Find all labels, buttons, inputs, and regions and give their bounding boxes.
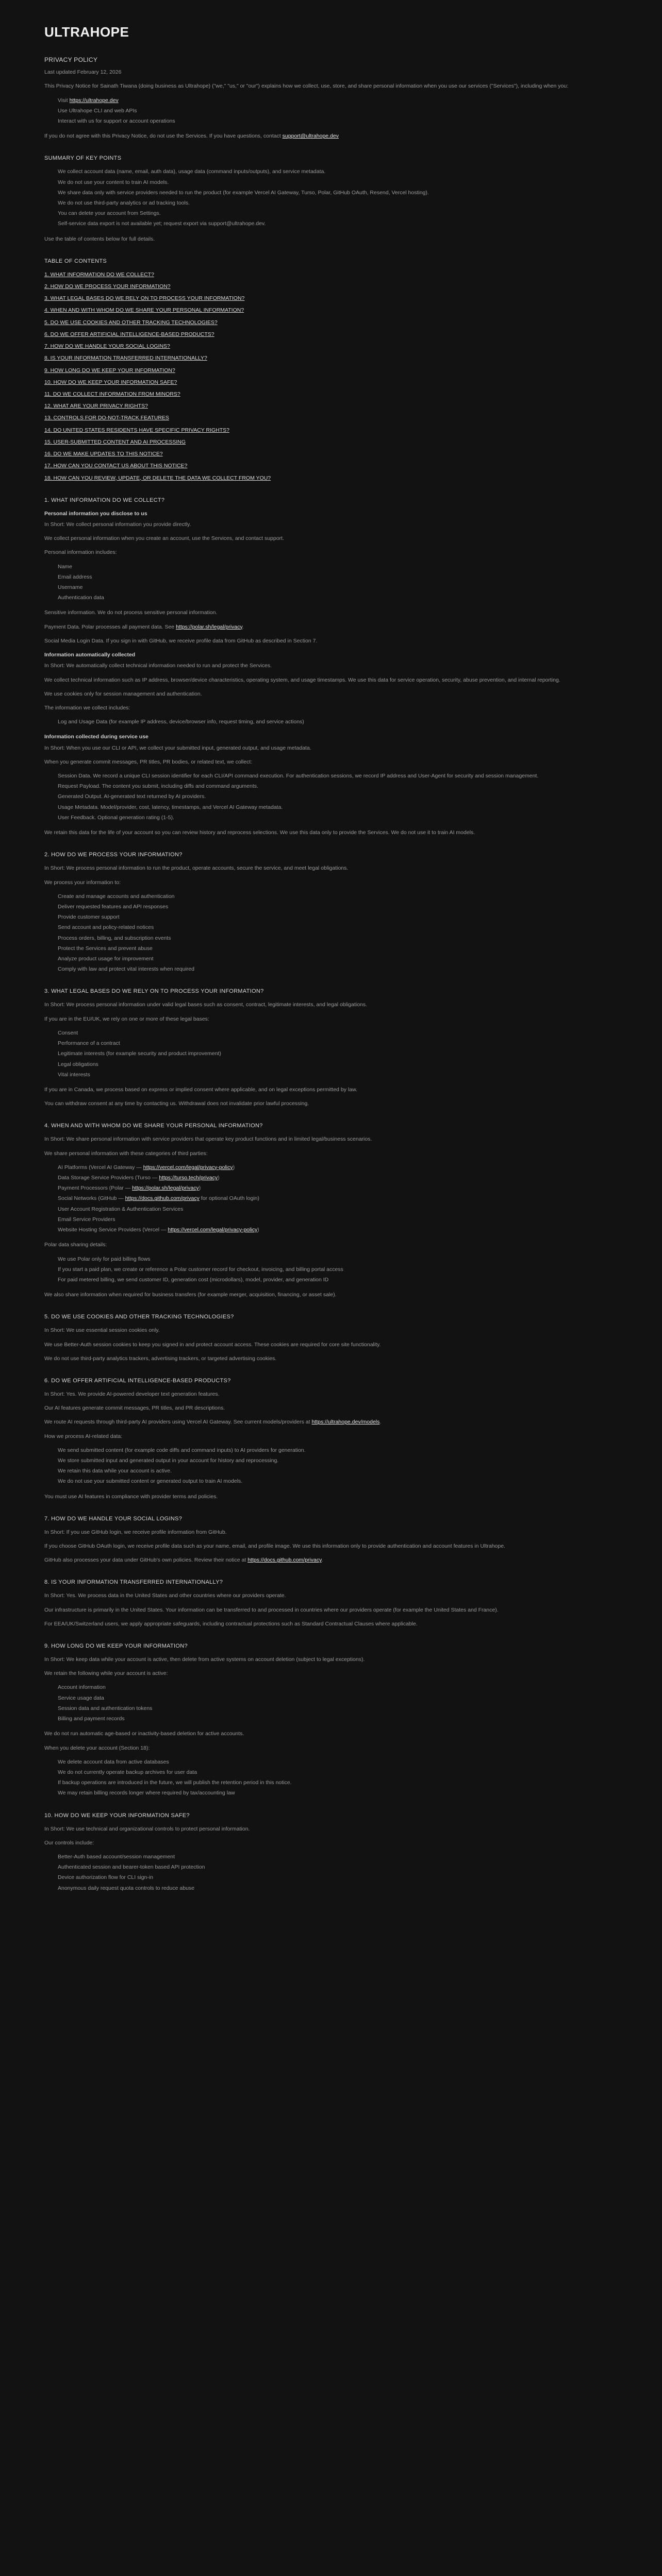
list-item: Legitimate interests (for example security and product improvement): [58, 1050, 221, 1057]
intro-item-cli: Use Ultrahope CLI and web APIs: [58, 107, 137, 114]
section-title: 2. HOW DO WE PROCESS YOUR INFORMATION?: [44, 852, 183, 858]
list-item: Process orders, billing, and subscription events: [58, 935, 171, 941]
paragraph: GitHub also processes your data under GitHub's own policies. Review their notice at https://docs.github.com/privacy.: [44, 1557, 323, 1564]
turso-privacy-link[interactable]: https://turso.tech/privacy: [159, 1174, 218, 1181]
vercel-privacy-link[interactable]: https://vercel.com/legal/privacy-policy: [143, 1164, 233, 1171]
list-item: Comply with law and protect vital interests when required: [58, 966, 194, 973]
section-title: 3. WHAT LEGAL BASES DO WE RELY ON TO PROCESS YOUR INFORMATION?: [44, 988, 264, 995]
list-item: Authentication data: [58, 595, 104, 601]
list-item: Email address: [58, 573, 92, 580]
subsection-title: Personal information you disclose to us: [44, 510, 147, 517]
section-5: [44, 1313, 618, 1363]
in-short: In Short: We process personal information under valid legal bases such as consent, contract, legitimate interests, and legal obligations.: [44, 1002, 368, 1008]
paragraph: How we process AI-related data:: [44, 1433, 123, 1439]
list-item: Performance of a contract: [58, 1040, 120, 1047]
toc-link[interactable]: 2. HOW DO WE PROCESS YOUR INFORMATION?: [44, 283, 171, 290]
in-short: In Short: Yes. We provide AI-powered developer text generation features.: [44, 1391, 220, 1397]
list-item: Billing and payment records: [58, 1716, 125, 1722]
section-title: 7. HOW DO WE HANDLE YOUR SOCIAL LOGINS?: [44, 1515, 183, 1522]
list-item: Consent: [58, 1029, 78, 1036]
subsection-title: Information automatically collected: [44, 652, 136, 658]
paragraph: If you are in Canada, we process based on express or implied consent where applicable, and on legal exceptions permitted by law.: [44, 1086, 358, 1093]
key-point: You can delete your account from Settings.: [58, 210, 161, 217]
list-item: Request Payload. The content you submit, including diffs and command arguments.: [58, 783, 258, 790]
paragraph: Payment Data. Polar processes all payment data. See https://polar.sh/legal/privacy.: [44, 623, 244, 630]
paragraph: We also share information when required for business transfers (for example merger, acquisition, financing, or asset sale).: [44, 1292, 337, 1298]
paragraph: Social Media Login Data. If you sign in with GitHub, we receive profile data from GitHub as described in Section 7.: [44, 637, 318, 644]
toc-link[interactable]: 11. DO WE COLLECT INFORMATION FROM MINORS?: [44, 391, 180, 397]
list: [44, 1758, 618, 1798]
brand-logo[interactable]: ULTRAHOPE: [44, 24, 129, 40]
vercel-privacy-link[interactable]: https://vercel.com/legal/privacy-policy: [168, 1227, 258, 1233]
list-item: Deliver requested features and API responses: [58, 903, 169, 910]
list-item: We may retain billing records longer where required by tax/accounting law: [58, 1790, 235, 1797]
list: [44, 1029, 618, 1079]
list-item: Analyze product usage for improvement: [58, 956, 154, 962]
list-item: Provide customer support: [58, 914, 120, 921]
section-title: 8. IS YOUR INFORMATION TRANSFERRED INTERNATIONALLY?: [44, 1579, 223, 1586]
list-item: We do not use your submitted content or generated output to train AI models.: [58, 1478, 243, 1485]
list: [44, 1853, 618, 1892]
page-title: PRIVACY POLICY: [44, 56, 98, 63]
paragraph: We do not run automatic age-based or inactivity-based deletion for active accounts.: [44, 1731, 244, 1737]
list-item: Generated Output. AI-generated text returned by AI providers.: [58, 793, 206, 800]
toc-link[interactable]: 9. HOW LONG DO WE KEEP YOUR INFORMATION?: [44, 367, 175, 374]
site-link[interactable]: https://ultrahope.dev: [69, 97, 119, 104]
table-of-contents: [44, 258, 618, 482]
list-item: Payment Processors (Polar — https://polar.sh/legal/privacy): [58, 1185, 201, 1192]
toc-title: TABLE OF CONTENTS: [44, 258, 107, 264]
list-item: We use Polar only for paid billing flows: [58, 1256, 151, 1262]
list-item: Username: [58, 584, 83, 590]
section-9: [44, 1642, 618, 1798]
github-privacy-link[interactable]: https://docs.github.com/privacy: [247, 1557, 322, 1564]
key-points-list: [44, 168, 618, 228]
list-item: Anonymous daily request quota controls to reduce abuse: [58, 1885, 194, 1891]
intro-item-support: Interact with us for support or account operations: [58, 117, 175, 124]
paragraph: Personal information includes:: [44, 549, 117, 556]
models-link[interactable]: https://ultrahope.dev/models: [311, 1419, 380, 1426]
paragraph: Our AI features generate commit messages, PR titles, and PR descriptions.: [44, 1405, 225, 1412]
section-title: 5. DO WE USE COOKIES AND OTHER TRACKING TECHNOLOGIES?: [44, 1314, 234, 1320]
list: [44, 1164, 618, 1234]
in-short: In Short: We collect personal information you provide directly.: [44, 521, 191, 528]
list-item: Legal obligations: [58, 1061, 98, 1067]
key-point: We collect account data (name, email, auth data), usage data (command inputs/outputs), and service metadata.: [58, 168, 326, 175]
last-updated: Last updated February 12, 2026: [44, 69, 122, 76]
list-item: If backup operations are introduced in the future, we will publish the retention period in this notice.: [58, 1780, 292, 1786]
list-item: Service usage data: [58, 1694, 104, 1701]
list-item: We do not currently operate backup archives for user data: [58, 1769, 197, 1775]
section-10: [44, 1812, 618, 1892]
section-title: 10. HOW DO WE KEEP YOUR INFORMATION SAFE?: [44, 1812, 190, 1819]
toc-link[interactable]: 3. WHAT LEGAL BASES DO WE RELY ON TO PROCESS YOUR INFORMATION?: [44, 295, 245, 302]
paragraph: We collect technical information such as IP address, browser/device characteristics, operating system, and usage timestamps. We use this data for service operation, security, abuse prevention, and internal reporting.: [44, 676, 560, 683]
paragraph: We do not use third-party analytics trackers, advertising trackers, or targeted advertising cookies.: [44, 1355, 277, 1362]
intro-paragraph: This Privacy Notice for Sainath Tiwana (doing business as Ultrahope) ("we," "us," or "our") explains how we collect, use, store, and share personal information when you use our services ("Services"), including when you:: [44, 83, 569, 90]
list-item: User Feedback. Optional generation rating (1-5).: [58, 814, 174, 821]
toc-link[interactable]: 7. HOW DO WE HANDLE YOUR SOCIAL LOGINS?: [44, 343, 170, 350]
paragraph: We use Better-Auth session cookies to keep you signed in and protect account access. These cookies are required for core site functionality.: [44, 1341, 381, 1348]
list-item: We retain this data while your account is active.: [58, 1468, 172, 1475]
polar-privacy-link[interactable]: https://polar.sh/legal/privacy: [176, 623, 242, 630]
in-short: In Short: We use essential session cookies only.: [44, 1327, 160, 1334]
list-item: Protect the Services and prevent abuse: [58, 945, 153, 952]
in-short: In Short: When you use our CLI or API, we collect your submitted input, generated output, and usage metadata.: [44, 744, 311, 751]
paragraph: If you are in the EU/UK, we rely on one or more of these legal bases:: [44, 1015, 209, 1022]
section-title: 9. HOW LONG DO WE KEEP YOUR INFORMATION?: [44, 1643, 188, 1650]
section-3: [44, 988, 618, 1108]
list-item: Log and Usage Data (for example IP address, device/browser info, request timing, and service actions): [58, 719, 304, 725]
list-item: AI Platforms (Vercel AI Gateway — https://vercel.com/legal/privacy-policy): [58, 1164, 235, 1171]
toc-hint: Use the table of contents below for full details.: [44, 235, 155, 242]
in-short: In Short: We keep data while your account is active, then delete from active systems on account deletion (subject to legal exceptions).: [44, 1656, 365, 1663]
section-title: 6. DO WE OFFER ARTIFICIAL INTELLIGENCE-BASED PRODUCTS?: [44, 1377, 231, 1384]
subsection-title: Information collected during service use: [44, 734, 148, 740]
list-item: Usage Metadata. Model/provider, cost, latency, timestamps, and Vercel AI Gateway metadata.: [58, 804, 283, 810]
toc-link[interactable]: 13. CONTROLS FOR DO-NOT-TRACK FEATURES: [44, 415, 169, 421]
toc-link[interactable]: 6. DO WE OFFER ARTIFICIAL INTELLIGENCE-BASED PRODUCTS?: [44, 331, 214, 337]
toc-link[interactable]: 8. IS YOUR INFORMATION TRANSFERRED INTERNATIONALLY?: [44, 355, 207, 362]
paragraph: You can withdraw consent at any time by contacting us. Withdrawal does not invalidate prior lawful processing.: [44, 1100, 309, 1107]
list-item: Data Storage Service Providers (Turso — https://turso.tech/privacy): [58, 1174, 220, 1181]
section-2: [44, 851, 618, 973]
list-item: We store submitted input and generated output in your account for history and reprocessing.: [58, 1458, 279, 1464]
list: [44, 893, 618, 974]
list: [44, 772, 618, 822]
list: [44, 1256, 618, 1284]
list-item: Authenticated session and bearer-token based API protection: [58, 1864, 205, 1871]
paragraph: Sensitive information. We do not process sensitive personal information.: [44, 609, 218, 616]
key-point: We do not use your content to train AI models.: [58, 179, 169, 185]
key-points-title: SUMMARY OF KEY POINTS: [44, 155, 122, 162]
list-item: Website Hosting Service Providers (Vercel — https://vercel.com/legal/privacy-policy): [58, 1227, 259, 1233]
paragraph: Our controls include:: [44, 1839, 94, 1846]
contact-line: If you do not agree with this Privacy Notice, do not use the Services. If you have questions, contact support@ultrahope.dev: [44, 133, 339, 140]
list-item: Send account and policy-related notices: [58, 924, 154, 931]
key-point: We share data only with service providers needed to run the product (for example Vercel AI Gateway, Turso, Polar, GitHub OAuth, Resend, Vercel hosting).: [58, 189, 429, 196]
paragraph: Polar data sharing details:: [44, 1242, 107, 1248]
section-6: [44, 1377, 618, 1501]
toc-link[interactable]: 1. WHAT INFORMATION DO WE COLLECT?: [44, 271, 154, 278]
in-short: In Short: We share personal information with service providers that operate key product functions and in limited legal/business scenarios.: [44, 1136, 372, 1143]
paragraph: We route AI requests through third-party AI providers using Vercel AI Gateway. See current models/providers at https://ultrahope.dev/models.: [44, 1419, 382, 1426]
header-section: [44, 56, 618, 141]
list-item: If you start a paid plan, we create or reference a Polar customer record for checkout, invoicing, and billing portal access: [58, 1266, 343, 1273]
list-item: User Account Registration & Authentication Services: [58, 1206, 184, 1212]
intro-list: [44, 97, 618, 126]
section-4: [44, 1122, 618, 1299]
list-item: Session Data. We record a unique CLI session identifier for each CLI/API command execution. For authentication sessions, we record IP address and User-Agent for security and session management.: [58, 773, 539, 779]
list: [44, 1447, 618, 1486]
key-points-section: [44, 155, 618, 243]
section-7: [44, 1515, 618, 1565]
section-1: [44, 497, 618, 837]
paragraph: We process your information to:: [44, 879, 121, 886]
paragraph: We retain this data for the life of your account so you can review history and reprocess selections. We use this data only to provide the Services. We do not use it to train AI models.: [44, 829, 475, 836]
paragraph: We collect personal information when you create an account, use the Services, and contact support.: [44, 535, 284, 542]
in-short: In Short: If you use GitHub login, we receive profile information from GitHub.: [44, 1529, 227, 1535]
section-title: 1. WHAT INFORMATION DO WE COLLECT?: [44, 497, 165, 503]
list: [44, 718, 618, 726]
paragraph: Our infrastructure is primarily in the United States. Your information can be transferred to and processed in countries where our providers operate (for example the United States and France).: [44, 1606, 499, 1613]
paragraph: For EEA/UK/Switzerland users, we apply appropriate safeguards, including contractual protections such as Standard Contractual Clauses where applicable.: [44, 1620, 418, 1627]
list-item: Name: [58, 563, 73, 570]
list-item: Session data and authentication tokens: [58, 1705, 153, 1711]
key-point: Self-service data export is not available yet; request export via support@ultrahope.dev.: [58, 221, 266, 227]
toc-link[interactable]: 18. HOW CAN YOU REVIEW, UPDATE, OR DELETE THE DATA WE COLLECT FROM YOU?: [44, 474, 271, 481]
key-point: We do not use third-party analytics or ad tracking tools.: [58, 199, 190, 206]
toc-link[interactable]: 14. DO UNITED STATES RESIDENTS HAVE SPECIFIC PRIVACY RIGHTS?: [44, 427, 230, 433]
toc-link[interactable]: 10. HOW DO WE KEEP YOUR INFORMATION SAFE?: [44, 379, 177, 385]
paragraph: The information we collect includes:: [44, 704, 130, 711]
toc-link[interactable]: 17. HOW CAN YOU CONTACT US ABOUT THIS NOTICE?: [44, 463, 188, 469]
section-title: 4. WHEN AND WITH WHOM DO WE SHARE YOUR PERSONAL INFORMATION?: [44, 1123, 263, 1129]
toc-link[interactable]: 4. WHEN AND WITH WHOM DO WE SHARE YOUR PERSONAL INFORMATION?: [44, 307, 244, 314]
intro-item-visit: Visit https://ultrahope.dev: [58, 97, 119, 104]
list: [44, 563, 618, 602]
paragraph: When you delete your account (Section 18):: [44, 1744, 150, 1751]
paragraph: We retain the following while your account is active:: [44, 1670, 168, 1677]
polar-privacy-link[interactable]: https://polar.sh/legal/privacy: [132, 1185, 199, 1192]
list-item: We send submitted content (for example code diffs and command inputs) to AI providers for generation.: [58, 1447, 306, 1453]
support-email-link[interactable]: support@ultrahope.dev: [282, 133, 339, 140]
in-short: In Short: We use technical and organizational controls to protect personal information.: [44, 1825, 250, 1832]
list: [44, 1684, 618, 1723]
github-privacy-link[interactable]: https://docs.github.com/privacy: [125, 1195, 200, 1202]
paragraph: When you generate commit messages, PR titles, PR bodies, or related text, we collect:: [44, 758, 253, 765]
toc-link[interactable]: 12. WHAT ARE YOUR PRIVACY RIGHTS?: [44, 403, 148, 410]
in-short: In Short: We process personal information to run the product, operate accounts, secure the service, and meet legal obligations.: [44, 865, 349, 872]
paragraph: We use cookies only for session management and authentication.: [44, 690, 202, 697]
list-item: Vital interests: [58, 1071, 90, 1078]
list-item: For paid metered billing, we send customer ID, generation cost (microdollars), model, provider, and generation ID: [58, 1276, 329, 1283]
paragraph: If you choose GitHub OAuth login, we receive profile data such as your name, email, and profile image. We use this information only to provide authentication and account features in Ultrahope.: [44, 1543, 505, 1550]
section-8: [44, 1579, 618, 1628]
paragraph: We share personal information with these categories of third parties:: [44, 1150, 208, 1157]
list-item: Email Service Providers: [58, 1216, 115, 1223]
paragraph: You must use AI features in compliance with provider terms and policies.: [44, 1493, 218, 1500]
list-item: Better-Auth based account/session management: [58, 1854, 175, 1860]
list-item: Social Networks (GitHub — https://docs.github.com/privacy for optional OAuth login): [58, 1195, 260, 1202]
in-short: In Short: We automatically collect technical information needed to run and protect the Services.: [44, 663, 272, 669]
in-short: In Short: Yes. We process data in the United States and other countries where our providers operate.: [44, 1592, 286, 1599]
toc-link[interactable]: 16. DO WE MAKE UPDATES TO THIS NOTICE?: [44, 451, 163, 457]
list-item: Device authorization flow for CLI sign-in: [58, 1874, 154, 1881]
list-item: Create and manage accounts and authentication: [58, 893, 175, 900]
toc-link[interactable]: 15. USER-SUBMITTED CONTENT AND AI PROCESSING: [44, 438, 186, 445]
list-item: We delete account data from active databases: [58, 1758, 169, 1765]
list-item: Account information: [58, 1684, 106, 1691]
toc-link[interactable]: 5. DO WE USE COOKIES AND OTHER TRACKING TECHNOLOGIES?: [44, 319, 218, 326]
